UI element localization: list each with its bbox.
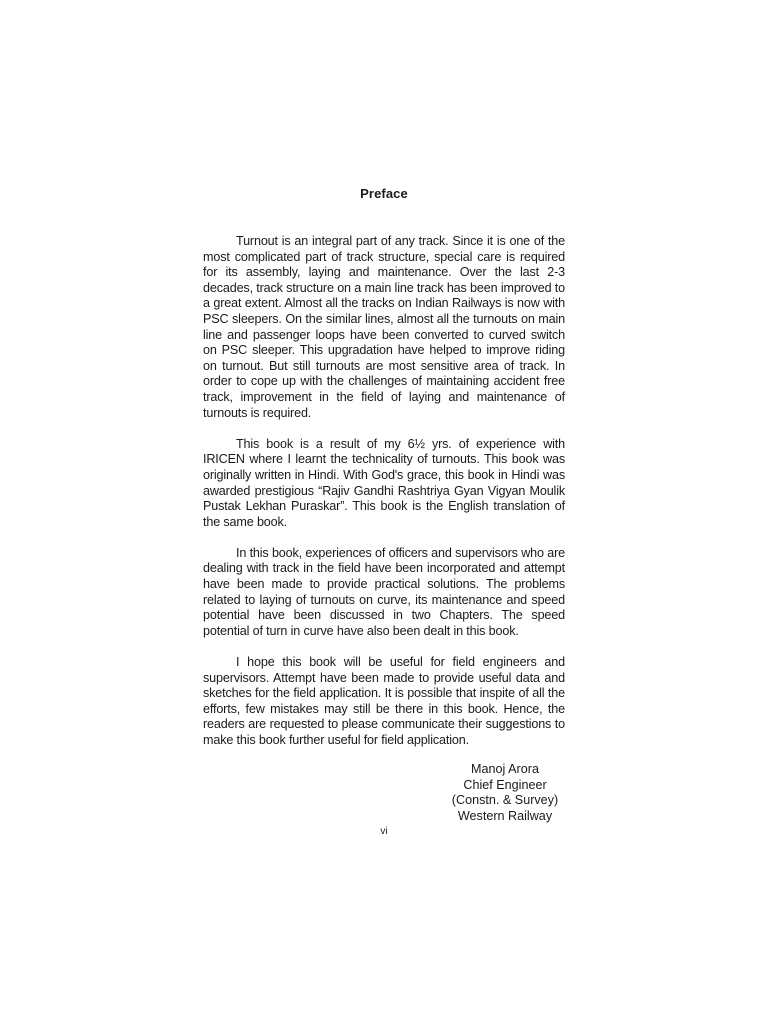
signatory-organization: Western Railway — [457, 808, 553, 823]
page-number: vi — [380, 826, 388, 837]
signature-block — [405, 762, 605, 824]
signatory-department: (Constn. & Survey) — [451, 793, 559, 808]
paragraph-2: This book is a result of my 6½ yrs. of experience with IRICEN where I learnt the technicality of turnouts. This book was originally written in Hindi. With God's grace, this book in Hindi was awarded prestigious “Rajiv Gandhi Rashtriya Gyan Vigyan Moulik Pustak Lekhan Puraskar”. This book is the English translation of the same book. — [203, 436, 565, 529]
preface-body — [203, 234, 565, 764]
signatory-designation: Chief Engineer — [463, 777, 547, 792]
paragraph-1: Turnout is an integral part of any track. Since it is one of the most complicated part of track structure, special care is required for its assembly, laying and maintenance. Over the last 2-3 decades, track structure on a main line track has been improved to a great extent. Almost all the tracks on Indian Railways is now with PSC sleepers. On the similar lines, almost all the turnouts on main line and passenger loops have been converted to curved switch on PSC sleeper. This upgradation have helped to improve riding on turnout. But still turnouts are most sensitive area of track. In order to cope up with the challenges of maintaining accident free track, improvement in the field of laying and maintenance of turnouts is required. — [203, 234, 565, 420]
paragraph-3: In this book, experiences of officers and supervisors who are dealing with track in the field have been incorporated and attempt have been made to provide practical solutions. The problems related to laying of turnouts on curve, its maintenance and speed potential have been discussed in two Chapters. The speed potential of turn in curve have also been dealt in this book. — [203, 545, 565, 638]
signatory-name: Manoj Arora — [471, 762, 539, 776]
page-title: Preface — [360, 186, 408, 201]
paragraph-4: I hope this book will be useful for field engineers and supervisors. Attempt have been made to provide useful data and sketches for the field application. It is possible that inspite of all the efforts, few mistakes may still be there in this book. Hence, the readers are requested to please communicate their suggestions to make this book further useful for field application. — [203, 655, 565, 747]
